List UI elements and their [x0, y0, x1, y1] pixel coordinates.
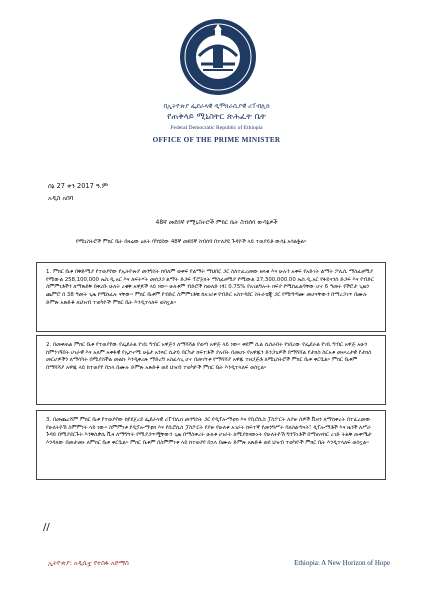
- header-amharic-line1: በኢትዮጵያ ፌደራላዊ ዲሞክራሲያዊ ሪፐብሊክ: [163, 103, 270, 110]
- footer-motto-english: Ethiopia: A New Horizon of Hope: [294, 559, 390, 567]
- decision-item-3: 3. በመጨረሻም ምክር ቤቱ የተወያየው ከየደጀረደ ፌደራላዊ ሪፐብሊክ መንግስት ጋር የዲፕሎማቲክ እና የቢሮሲስ ፓስፖርት ለያዙ ሰዎች ቪዛን ለማስቀረት በተፈረመው የሁለትዮሽ ስምምነት ላይ ነው፡፡ ስምምነቱ የዲፕሎማቲክ እና የቢሮሲስ ፓስፖርት የያዙ የሁለቱ አገራት ከፍተኛ የመንግሥት ባለስልጣናት፣ ዲፕሎማቶች እና ዜጎች ለሥራ ጉዳይ በሚያደርጉት እንቅስቃሴ ቪዛ ለማግኘት የሚያጋጥሟቸውን ጊዜ በማስቀረት ሁለቱ ሀገራት ለሚያከናውኑት የሁለትዮሽ ግንኙነቶች በማጠናከር ረገድ ትልቅ ጠቀሜታ እንዳለው በመታመኑ ለምክር ቤቱ ቀርቧል፡፡ ምክር ቤቱም በስምምነቱ ላይ ከተወያየ በኋላ በሙሉ ድምጽ አጽድቆ ወደ ህዝብ ተወካዮች ምክር ቤት እንዲተላለፍ ወስኗል፡፡: [36, 410, 386, 480]
- header-amharic: [0, 103, 433, 121]
- document-date: ሰኔ 27 ቀን 2017 ዓ.ም: [48, 182, 109, 190]
- document-place: አዲስ አበባ: [48, 195, 74, 202]
- intro-paragraph: የሚኒስትሮች ምክር ቤት በዛሬው ዕለት ባካሄደው 48ኛ መደበኛ ስብሰባ በተለያዩ ጉዳዮች ላይ ተወያይቶ ውሳኔ አሳልፏል፡፡: [76, 239, 307, 245]
- ethiopian-emblem-seal-icon: [179, 18, 257, 96]
- closing-mark: //: [43, 522, 50, 533]
- header-english: Federal Democratic Republic of Ethiopia: [170, 125, 263, 131]
- header-amharic-line2: የጠቅላይ ሚኒስትር ጽሕፈት ቤት: [167, 111, 266, 121]
- header-office-title: OFFICE OF THE PRIME MINISTER: [152, 136, 281, 144]
- decision-item-1: 1. ምክር ቤቱ በቅድሚያ የተወያየው የኢትዮጵያ መንግስት ከባለም ወቀፍ የልማት ማህበር ጋር ስለተፈረመው ዘላቂ እና ሁሉን አቀፍ የአድገት ልማት ፖሊሲ ማስፈፀሚያ የሚውል 258,100,000 ኤስ.ዲ.አር እና ለፍትሃት መሰጋጋ ልማት ድጋፍ ፕሮጀክት ማስፈፀሚያ የሚውል 27,300,000.00 ኤስ.ዲ.አር የፋይናንስ ድጋፍ እና የብድር ስምምነቶችን ለማጽደቅ በቀረቡ ሁለት ረቂቅ አዋጆች ላይ ነው፡፡ ሁለቱም ብድሮች ከወለድ ነፃ፤ 0.75% የአገልግሎት ክፍያ የሚከፈልባቸው ሆኖ 6 ዓመት የችሮታ ጊዜን ጨምሮ በ 38 ዓመት ጊዜ የሚከፈሉ ናቸው፡፡ ምክር ቤቱም የብድር ስምምነቶቹ ከአገሪቱ የብድር አስተዳደር ስትራቴጂ ጋር የሚጣጣሙ መሆናቸውን በማረጋገጥ በሙሉ ድምጽ አጽድቆ ለህዝብ ተወካዮች ምክር ቤት እንዲተላለፍ ወስኗል፡፡: [36, 262, 386, 332]
- footer-motto-amharic: ኢትዮጵያ: አዲሲቷ የተስፋ አድማስ: [48, 560, 129, 567]
- document-subject: 48ኛ መደበኛ የሚኒስትሮች ምክር ቤት ስብሰባ ውሳኔዎች: [155, 219, 278, 226]
- decision-item-2: 2. በመቀጠል ምክር ቤቱ የተወያየው የፌደራል የገቢ ግብር አዋጅን ለማሻሻል የወጣ አዋጅ ላይ ነው፡፡ ቀደም ሲል ሲሰራበት የነበረው የፌደራል የገቢ ግብር አዋጅ አሁን ከምንገኝበት ሀገራዊ እና አለም አቀፋዊ የኢኮኖሚ ሁኔታ አንጻር ሲታይ በርካታ ክፍተቶች ያሉበት በመሆኑ የአዋጁን ድንጋጌዎች በማሻሻል የታክስ ስርአቱ መሠረታዊ የታክስ መርሆዎችን ለማሳካት በሚያስችል መልኩ እንዲቀረጽ ማድረግ አስፈላጊ ሆኖ በመገኘቱ የማሻሻያ አዋጁ ተዘጋጅቶ ለሚኒስትሮች ምክር ቤቱ ቀርቧል፡፡ ምክር ቤቱም በማሻሻያ አዋጁ ላይ ከተወያየ በኋላ በሙሉ ድምጽ አጽድቆ ወደ ህዝብ ተወካዮች ምክር ቤት እንዲተላለፍ ወስኗል፡፡: [36, 335, 386, 405]
